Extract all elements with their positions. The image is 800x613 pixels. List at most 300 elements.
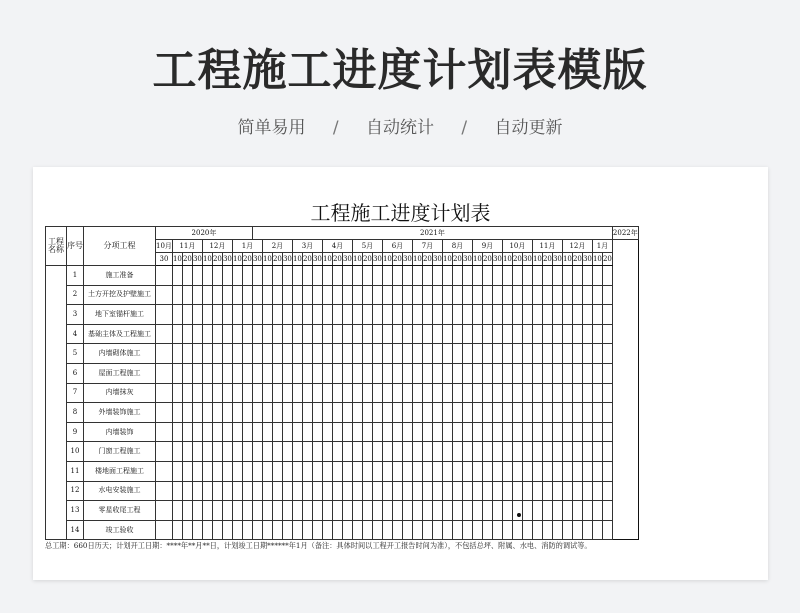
schedule-cell (202, 285, 212, 305)
schedule-cell (592, 266, 602, 286)
col-header-seq: 序号 (67, 227, 84, 266)
tag-auto-stats: 自动统计 (366, 118, 434, 138)
schedule-cell (392, 501, 402, 521)
schedule-cell (502, 305, 512, 325)
day-header: 30 (522, 253, 532, 266)
day-header: 30 (156, 253, 173, 266)
schedule-cell (412, 422, 422, 442)
schedule-cell (462, 481, 472, 501)
schedule-cell (312, 266, 322, 286)
schedule-cell (362, 442, 372, 462)
schedule-cell (452, 442, 462, 462)
schedule-cell (352, 363, 362, 383)
day-header: 20 (272, 253, 282, 266)
schedule-cell (262, 344, 272, 364)
schedule-cell (332, 461, 342, 481)
schedule-cell (292, 422, 302, 442)
schedule-cell (182, 422, 192, 442)
schedule-cell (282, 461, 292, 481)
schedule-cell (332, 344, 342, 364)
day-header: 30 (432, 253, 442, 266)
schedule-cell (352, 481, 362, 501)
day-header: 20 (242, 253, 252, 266)
schedule-cell (192, 305, 202, 325)
schedule-cell (302, 442, 312, 462)
schedule-cell (192, 501, 202, 521)
schedule-cell (262, 324, 272, 344)
schedule-cell (592, 403, 602, 423)
schedule-cell (282, 383, 292, 403)
schedule-cell (522, 403, 532, 423)
schedule-cell (452, 501, 462, 521)
schedule-cell (182, 442, 192, 462)
schedule-cell (502, 442, 512, 462)
schedule-cell (302, 266, 312, 286)
schedule-cell (272, 442, 282, 462)
schedule-cell (192, 461, 202, 481)
schedule-cell (222, 344, 232, 364)
task-seq-cell: 6 (67, 363, 84, 383)
schedule-cell (392, 344, 402, 364)
day-header: 10 (412, 253, 422, 266)
schedule-cell (422, 501, 432, 521)
schedule-cell (442, 305, 452, 325)
schedule-cell (482, 461, 492, 481)
schedule-cell (562, 305, 572, 325)
schedule-cell (382, 442, 392, 462)
schedule-cell (202, 324, 212, 344)
schedule-cell (382, 481, 392, 501)
schedule-cell (562, 461, 572, 481)
schedule-cell (582, 285, 592, 305)
schedule-cell (462, 305, 472, 325)
task-row (46, 501, 639, 521)
schedule-cell (172, 461, 182, 481)
task-name-cell: 门窗工程施工 (84, 442, 156, 462)
col-header-item: 分项工程 (84, 227, 156, 266)
task-name-cell: 屋面工程施工 (84, 363, 156, 383)
schedule-cell (542, 305, 552, 325)
schedule-cell (502, 285, 512, 305)
schedule-cell (462, 403, 472, 423)
schedule-cell (172, 403, 182, 423)
schedule-cell (362, 403, 372, 423)
schedule-cell (512, 305, 522, 325)
schedule-cell (262, 363, 272, 383)
schedule-cell (322, 501, 332, 521)
schedule-cell (252, 481, 262, 501)
schedule-cell (332, 520, 342, 540)
schedule-cell (502, 266, 512, 286)
schedule-cell (542, 501, 552, 521)
schedule-cell (422, 403, 432, 423)
schedule-cell (532, 344, 542, 364)
schedule-cell (472, 442, 482, 462)
schedule-cell (462, 461, 472, 481)
schedule-cell (562, 422, 572, 442)
schedule-cell (452, 285, 462, 305)
schedule-cell (572, 422, 582, 442)
schedule-cell (472, 324, 482, 344)
schedule-cell (402, 285, 412, 305)
month-header: 1月 (592, 240, 612, 253)
schedule-cell (472, 461, 482, 481)
day-header: 10 (592, 253, 602, 266)
schedule-cell (242, 285, 252, 305)
day-header: 30 (402, 253, 412, 266)
schedule-cell (422, 344, 432, 364)
schedule-cell (562, 520, 572, 540)
schedule-cell (422, 520, 432, 540)
schedule-cell (312, 285, 322, 305)
schedule-cell (252, 363, 262, 383)
schedule-cell (602, 383, 612, 403)
day-header: 30 (312, 253, 322, 266)
schedule-cell (552, 403, 562, 423)
schedule-cell (242, 442, 252, 462)
schedule-cell (302, 324, 312, 344)
schedule-cell (502, 344, 512, 364)
schedule-cell (292, 305, 302, 325)
schedule-cell (232, 383, 242, 403)
schedule-cell (332, 481, 342, 501)
schedule-cell (312, 481, 322, 501)
schedule-cell (432, 383, 442, 403)
schedule-cell (572, 305, 582, 325)
schedule-cell (482, 324, 492, 344)
schedule-cell (332, 305, 342, 325)
day-header: 30 (252, 253, 262, 266)
schedule-cell (572, 403, 582, 423)
schedule-cell (332, 403, 342, 423)
schedule-cell (182, 481, 192, 501)
month-header: 11月 (532, 240, 562, 253)
schedule-cell (582, 461, 592, 481)
schedule-cell (242, 324, 252, 344)
schedule-cell (156, 324, 173, 344)
schedule-cell (272, 520, 282, 540)
schedule-cell (512, 501, 522, 521)
schedule-cell (492, 481, 502, 501)
schedule-cell (392, 285, 402, 305)
schedule-cell (342, 324, 352, 344)
schedule-cell (312, 422, 322, 442)
schedule-cell (552, 266, 562, 286)
schedule-cell (272, 324, 282, 344)
schedule-cell (362, 363, 372, 383)
schedule-cell (572, 442, 582, 462)
schedule-cell (412, 481, 422, 501)
schedule-cell (252, 422, 262, 442)
schedule-cell (472, 305, 482, 325)
schedule-cell (342, 520, 352, 540)
schedule-cell (382, 461, 392, 481)
schedule-cell (262, 305, 272, 325)
schedule-cell (192, 324, 202, 344)
day-header: 20 (362, 253, 372, 266)
schedule-cell (482, 344, 492, 364)
schedule-cell (292, 520, 302, 540)
schedule-cell (362, 266, 372, 286)
schedule-cell (212, 285, 222, 305)
schedule-cell (412, 520, 422, 540)
schedule-cell (472, 285, 482, 305)
schedule-cell (462, 266, 472, 286)
schedule-cell (372, 422, 382, 442)
task-seq-cell: 8 (67, 403, 84, 423)
schedule-cell (342, 501, 352, 521)
schedule-cell (592, 501, 602, 521)
task-row (46, 422, 639, 442)
schedule-cell (362, 285, 372, 305)
schedule-cell (282, 344, 292, 364)
schedule-cell (156, 344, 173, 364)
schedule-cell (222, 422, 232, 442)
schedule-cell (482, 501, 492, 521)
schedule-cell (292, 363, 302, 383)
schedule-cell (232, 266, 242, 286)
schedule-cell (432, 285, 442, 305)
schedule-cell (172, 363, 182, 383)
schedule-cell (432, 305, 442, 325)
schedule-cell (392, 481, 402, 501)
schedule-cell (442, 383, 452, 403)
task-row (46, 363, 639, 383)
schedule-cell (482, 422, 492, 442)
task-seq-cell: 2 (67, 285, 84, 305)
schedule-cell (322, 481, 332, 501)
schedule-cell (492, 266, 502, 286)
schedule-cell (272, 305, 282, 325)
task-row (46, 324, 639, 344)
schedule-cell (272, 383, 282, 403)
schedule-cell (442, 324, 452, 344)
schedule-cell (212, 324, 222, 344)
schedule-cell (502, 422, 512, 442)
schedule-cell (502, 481, 512, 501)
schedule-cell (402, 383, 412, 403)
schedule-cell (542, 461, 552, 481)
day-header: 30 (552, 253, 562, 266)
schedule-cell (432, 442, 442, 462)
schedule-cell (562, 481, 572, 501)
schedule-cell (602, 422, 612, 442)
schedule-cell (192, 422, 202, 442)
schedule-cell (202, 501, 212, 521)
schedule-cell (156, 481, 173, 501)
schedule-cell (222, 363, 232, 383)
schedule-cell (352, 403, 362, 423)
schedule-cell (332, 501, 342, 521)
schedule-cell (202, 403, 212, 423)
schedule-cell (342, 305, 352, 325)
schedule-cell (462, 363, 472, 383)
task-seq-cell: 11 (67, 461, 84, 481)
day-header: 30 (372, 253, 382, 266)
schedule-cell (172, 481, 182, 501)
schedule-cell (602, 363, 612, 383)
schedule-cell (182, 305, 192, 325)
schedule-cell (402, 363, 412, 383)
schedule-cell (282, 501, 292, 521)
schedule-cell (182, 363, 192, 383)
month-header: 1月 (232, 240, 262, 253)
month-header: 3月 (292, 240, 322, 253)
task-seq-cell: 3 (67, 305, 84, 325)
schedule-cell (492, 403, 502, 423)
schedule-cell (512, 403, 522, 423)
schedule-cell (592, 461, 602, 481)
schedule-cell (182, 285, 192, 305)
day-header: 10 (532, 253, 542, 266)
schedule-cell (532, 422, 542, 442)
schedule-cell (592, 442, 602, 462)
schedule-cell (482, 266, 492, 286)
schedule-cell (382, 285, 392, 305)
schedule-cell (362, 344, 372, 364)
schedule-cell (372, 481, 382, 501)
task-seq-cell: 9 (67, 422, 84, 442)
schedule-cell (312, 520, 322, 540)
schedule-cell (472, 363, 482, 383)
schedule-cell (382, 422, 392, 442)
schedule-cell (262, 501, 272, 521)
schedule-cell (492, 501, 502, 521)
schedule-cell (312, 403, 322, 423)
day-header: 20 (182, 253, 192, 266)
schedule-cell (342, 344, 352, 364)
day-header: 10 (322, 253, 332, 266)
day-header: 20 (512, 253, 522, 266)
schedule-cell (412, 344, 422, 364)
schedule-cell (202, 305, 212, 325)
schedule-cell (532, 501, 542, 521)
schedule-cell (212, 266, 222, 286)
task-name-cell: 内墙抹灰 (84, 383, 156, 403)
schedule-cell (422, 285, 432, 305)
schedule-cell (222, 266, 232, 286)
schedule-cell (402, 481, 412, 501)
schedule-cell (562, 266, 572, 286)
schedule-cell (502, 383, 512, 403)
schedule-cell (172, 501, 182, 521)
day-header: 10 (172, 253, 182, 266)
task-name-cell: 内墙砌体施工 (84, 344, 156, 364)
schedule-cell (182, 266, 192, 286)
schedule-cell (412, 442, 422, 462)
schedule-cell (202, 344, 212, 364)
schedule-cell (272, 363, 282, 383)
day-header: 20 (422, 253, 432, 266)
schedule-cell (472, 266, 482, 286)
schedule-cell (292, 403, 302, 423)
schedule-cell (482, 305, 492, 325)
schedule-cell (432, 363, 442, 383)
schedule-cell (372, 324, 382, 344)
schedule-cell (512, 266, 522, 286)
day-header: 10 (232, 253, 242, 266)
schedule-cell (292, 285, 302, 305)
schedule-cell (392, 305, 402, 325)
schedule-cell (492, 285, 502, 305)
schedule-cell (222, 403, 232, 423)
task-name-cell: 零星收尾工程 (84, 501, 156, 521)
schedule-cell (602, 461, 612, 481)
schedule-cell (342, 481, 352, 501)
schedule-cell (532, 305, 542, 325)
schedule-cell (382, 305, 392, 325)
schedule-cell (192, 481, 202, 501)
schedule-cell (512, 344, 522, 364)
schedule-cell (452, 363, 462, 383)
task-name-cell: 施工准备 (84, 266, 156, 286)
schedule-cell (312, 344, 322, 364)
schedule-cell (512, 422, 522, 442)
schedule-cell (342, 383, 352, 403)
schedule-cell (362, 383, 372, 403)
schedule-cell (232, 285, 242, 305)
schedule-cell (192, 442, 202, 462)
schedule-cell (242, 461, 252, 481)
schedule-cell (512, 363, 522, 383)
schedule-cell (372, 363, 382, 383)
task-seq-cell: 10 (67, 442, 84, 462)
schedule-cell (462, 520, 472, 540)
schedule-cell (202, 363, 212, 383)
month-header: 10月 (502, 240, 532, 253)
task-seq-cell: 7 (67, 383, 84, 403)
schedule-cell (482, 403, 492, 423)
schedule-cell (432, 403, 442, 423)
schedule-cell (602, 324, 612, 344)
schedule-cell (552, 501, 562, 521)
schedule-cell (442, 520, 452, 540)
schedule-cell (342, 285, 352, 305)
task-row (46, 344, 639, 364)
schedule-cell (172, 383, 182, 403)
schedule-cell (542, 363, 552, 383)
schedule-cell (322, 285, 332, 305)
schedule-cell (292, 481, 302, 501)
day-header: 30 (582, 253, 592, 266)
schedule-cell (192, 403, 202, 423)
day-header: 20 (212, 253, 222, 266)
schedule-cell (262, 422, 272, 442)
schedule-cell (522, 520, 532, 540)
schedule-cell (422, 383, 432, 403)
schedule-cell (292, 442, 302, 462)
schedule-cell (312, 442, 322, 462)
schedule-cell (492, 305, 502, 325)
schedule-cell (372, 520, 382, 540)
schedule-cell (362, 481, 372, 501)
schedule-cell (342, 266, 352, 286)
schedule-cell (552, 383, 562, 403)
schedule-cell (512, 481, 522, 501)
schedule-cell (582, 422, 592, 442)
schedule-cell (252, 266, 262, 286)
schedule-cell (302, 422, 312, 442)
schedule-cell (382, 363, 392, 383)
schedule-cell (402, 403, 412, 423)
schedule-cell (212, 481, 222, 501)
schedule-cell (582, 383, 592, 403)
task-row (46, 520, 639, 540)
tag-easy: 简单易用 (237, 118, 306, 138)
day-header: 20 (542, 253, 552, 266)
schedule-cell (292, 461, 302, 481)
schedule-cell (182, 520, 192, 540)
